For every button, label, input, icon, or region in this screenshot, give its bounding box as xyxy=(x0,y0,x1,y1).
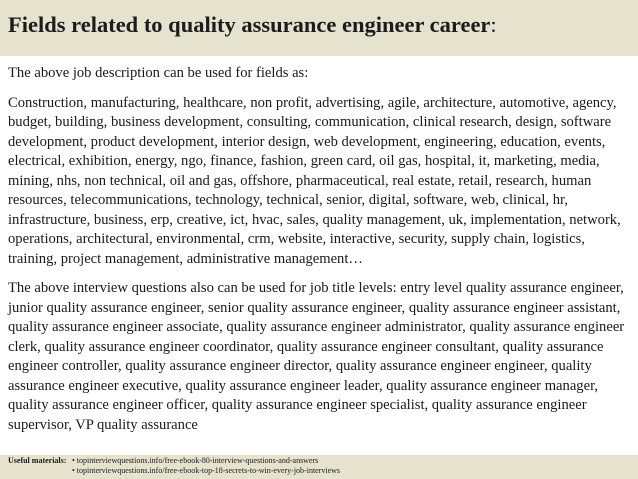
page-title xyxy=(8,12,638,38)
page-title-colon: : xyxy=(490,12,497,37)
job-levels-text: The above interview questions also can be used for job title levels: entry level quality assurance engineer, junior quality assurance engineer, senior quality assurance engineer, quality assurance engineer assistant, quality assurance engineer associate, quality assurance engineer administrator, quality assurance engineer clerk, quality assurance engineer coordinator, quality assurance engineer consultant, quality assurance engineer controller, quality assurance engineer director, quality assurance engineer engineer, quality assurance engineer executive, quality assurance engineer leader, quality assurance engineer manager, quality assurance engineer officer, quality assurance engineer specialist, quality assurance engineer supervisor, VP quality assurance xyxy=(8,280,625,433)
intro-text: The above job description can be used for fields as: xyxy=(8,65,309,81)
title-bar xyxy=(0,0,638,56)
useful-materials xyxy=(8,456,638,476)
footer xyxy=(0,455,638,479)
main-content xyxy=(8,64,634,435)
fields-list: Construction, manufacturing, healthcare, non profit, advertising, agile, architecture, automotive, agency, budget, building, business development, consulting, communication, clinical research, design, software development, product development, interior design, web development, engineering, education, events, electrical, exhibition, energy, ngo, finance, fashion, green card, oil gas, hospital, it, marketing, media, mining, nhs, non technical, oil and gas, offshore, pharmaceutical, real estate, retail, research, human resources, telecommunications, technology, technical, senior, digital, software, web, clinical, hr, infrastructure, business, erp, creative, ict, hvac, sales, quality management, uk, implementation, network, operations, architectural, environmental, crm, website, interactive, security, supply chain, logistics, training, project management, administrative management… xyxy=(8,94,621,267)
footer-label: Useful materials: xyxy=(8,456,67,465)
page-title-text: Fields related to quality assurance engineer career xyxy=(8,12,491,37)
footer-link-ebook-80-questions[interactable]: • topinterviewquestions.info/free-ebook-80-interview-questions-and-answers xyxy=(72,456,319,465)
footer-link-ebook-18-secrets[interactable]: • topinterviewquestions.info/free-ebook-top-18-secrets-to-win-every-job-interviews xyxy=(72,466,341,475)
footer-links xyxy=(72,456,340,476)
